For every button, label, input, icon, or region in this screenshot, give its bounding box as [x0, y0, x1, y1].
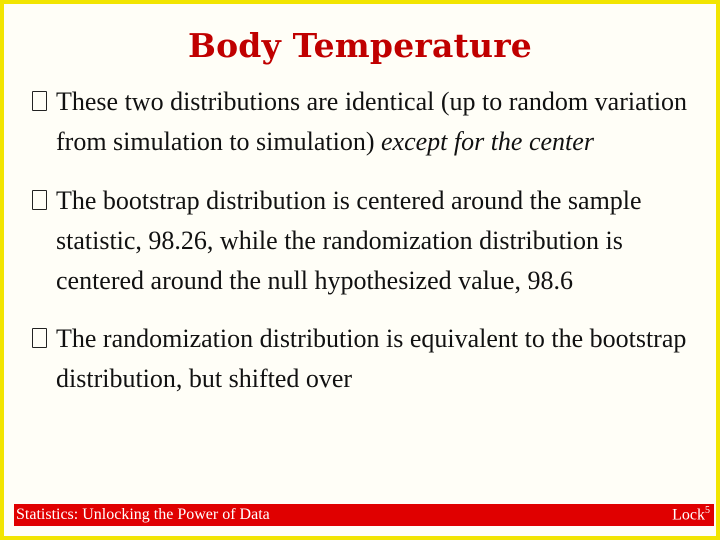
footer-bar [14, 504, 714, 526]
box-bullet-icon [32, 328, 47, 348]
bullet-text: These two distributions are identical (up to random variation from simulation to simulation) [56, 87, 688, 156]
bullet-item [32, 319, 702, 399]
bullet-text: The randomization distribution is equivalent to the bootstrap distribution, but shifted over [56, 324, 687, 393]
bullet-emphasis: except for the center [380, 127, 594, 156]
footer-book-title: Statistics: Unlocking the Power of Data [16, 506, 270, 523]
slide-title: Body Temperature [188, 26, 532, 65]
footer-author [672, 505, 710, 524]
bullet-list [32, 82, 702, 418]
page-number: 5 [705, 505, 710, 516]
box-bullet-icon [32, 190, 47, 210]
box-bullet-icon [32, 91, 47, 111]
footer-author-name: Lock [672, 506, 705, 524]
bullet-item [32, 181, 702, 301]
bullet-text: The bootstrap distribution is centered around the sample statistic, 98.26, while the randomization distribution is centered around the null hypothesized value, 98.6 [56, 186, 642, 295]
bullet-item [32, 82, 702, 162]
